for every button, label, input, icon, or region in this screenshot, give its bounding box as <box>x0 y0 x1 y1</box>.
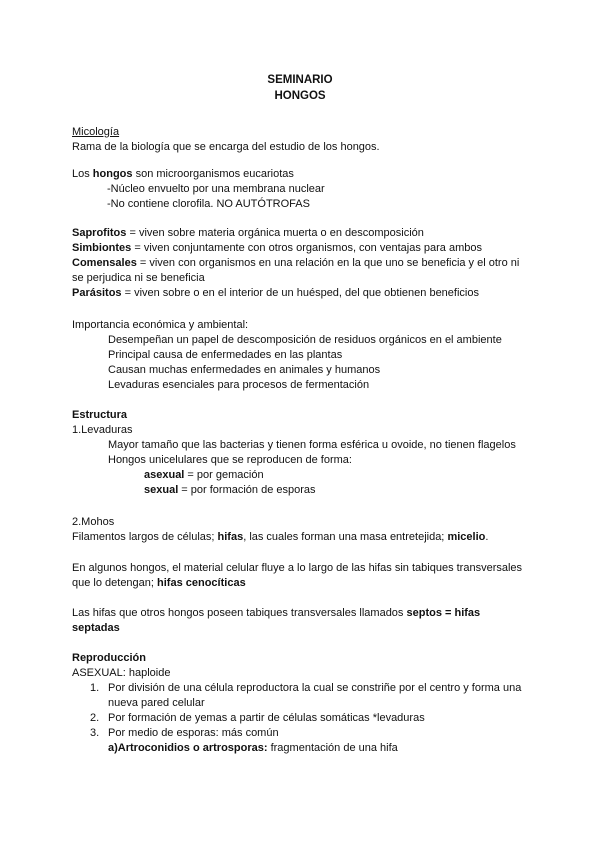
importancia-item: Causan muchas enfermedades en animales y humanos <box>108 364 381 376</box>
tipo-simbiontes: Simbiontes = viven conjuntamente con otros organismos, con ventajas para ambos <box>72 242 482 254</box>
estructura-heading: Estructura <box>72 409 128 421</box>
estructura-section <box>72 408 530 498</box>
levaduras-line: Mayor tamaño que las bacterias y tienen forma esférica u ovoide, no tienen flagelos <box>108 439 516 451</box>
hongos-term: hongos <box>92 168 133 180</box>
levaduras-heading: 1.Levaduras <box>72 424 133 436</box>
hongos-item: -Núcleo envuelto por una membrana nuclear <box>107 183 325 195</box>
reproduccion-subitem: a)Artroconidios o artrosporas: fragmentación de una hifa <box>108 742 398 754</box>
importancia-heading: Importancia económica y ambiental: <box>72 319 249 331</box>
reproduccion-sub: ASEXUAL: haploide <box>72 667 171 679</box>
micologia-text: Rama de la biología que se encarga del estudio de los hongos. <box>72 141 380 153</box>
reproduccion-item: 3. Por medio de esporas: más común <box>90 727 279 739</box>
hongos-item: -No contiene clorofila. NO AUTÓTROFAS <box>107 198 310 210</box>
micologia-section <box>72 125 530 155</box>
reproduccion-section <box>72 651 530 756</box>
reproduccion-item: 2. Por formación de yemas a partir de células somáticas *levaduras <box>90 712 425 724</box>
tipo-comensales: Comensales = viven con organismos en una relación en la que uno se beneficia y el otro ni se perjudica ni se beneficia <box>72 257 520 284</box>
micologia-heading: Micología <box>72 126 120 138</box>
hongos-definition: Los hongos son microorganismos eucariotas <box>72 168 294 180</box>
tipo-saprofitos: Saprofitos = viven sobre materia orgánica muerta o en descomposición <box>72 227 424 239</box>
septadas-paragraph: Las hifas que otros hongos poseen tabiques transversales llamados septos = hifas septadas <box>72 607 481 634</box>
reproduccion-heading: Reproducción <box>72 652 146 664</box>
importancia-item: Levaduras esenciales para procesos de fermentación <box>108 379 370 391</box>
levaduras-asexual: asexual = por gemación <box>144 469 264 481</box>
tipo-parasitos: Parásitos = viven sobre o en el interior de un huésped, del que obtienen beneficios <box>72 287 479 299</box>
importancia-section <box>72 318 530 393</box>
tipos-section <box>72 226 530 301</box>
cenociticas-paragraph: En algunos hongos, el material celular fluye a lo largo de las hifas sin tabiques transversales que lo detengan; hifas cenocíticas <box>72 562 523 589</box>
page-title: SEMINARIO <box>267 74 333 86</box>
importancia-item: Desempeñan un papel de descomposición de residuos orgánicos en el ambiente <box>108 334 502 346</box>
levaduras-sexual: sexual = por formación de esporas <box>144 484 316 496</box>
levaduras-line: Hongos unicelulares que se reproducen de forma: <box>108 454 352 466</box>
page-subtitle: HONGOS <box>274 90 326 102</box>
mohos-heading: 2.Mohos <box>72 516 115 528</box>
reproduccion-item: 1. Por división de una célula reproductora la cual se constriñe por el centro y forma una nueva pared celular <box>90 682 522 709</box>
mohos-section <box>72 515 530 545</box>
hongos-section <box>72 167 530 212</box>
mohos-paragraph: Filamentos largos de células; hifas, las cuales forman una masa entretejida; micelio. <box>72 531 489 543</box>
importancia-item: Principal causa de enfermedades en las plantas <box>108 349 343 361</box>
